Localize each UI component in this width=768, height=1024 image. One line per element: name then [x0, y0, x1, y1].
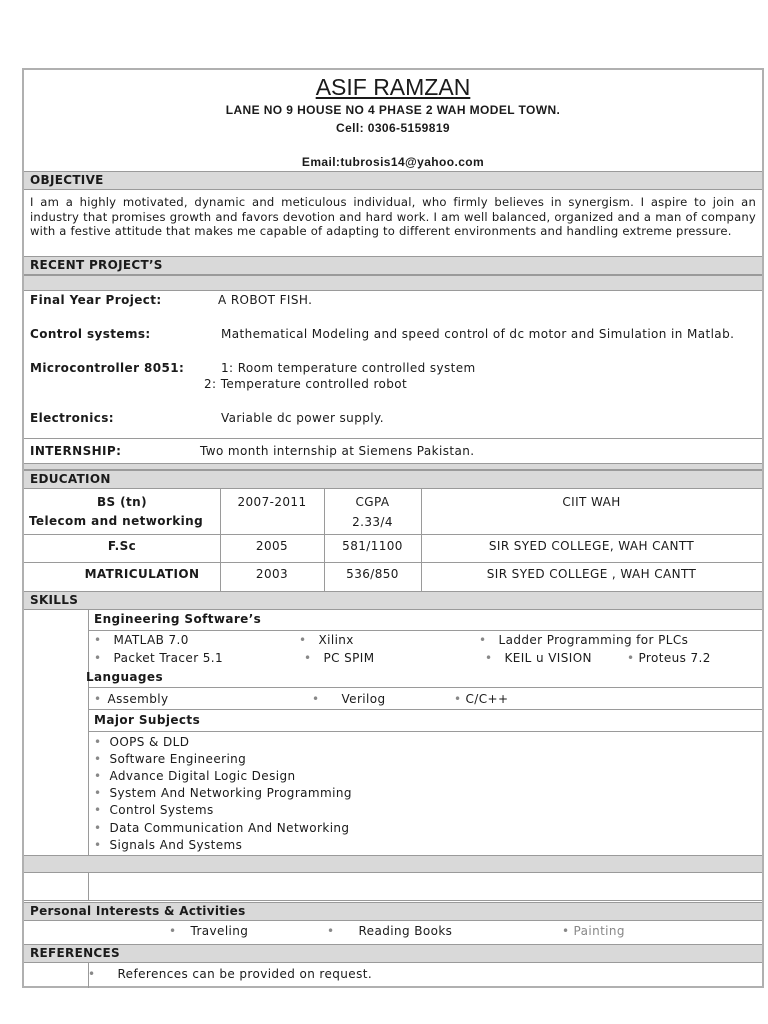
candidate-name: ASIF RAMZAN [315, 74, 471, 100]
edu-score: CGPA [355, 495, 390, 509]
edu-degree: Telecom and networking [28, 514, 204, 528]
edu-years: 2005 [255, 539, 289, 553]
divider [88, 687, 762, 688]
skill-item: • KEIL u VISION [485, 651, 592, 665]
internship-label: INTERNSHIP: [30, 444, 122, 458]
skill-item: • Xilinx [299, 633, 354, 647]
project-value: A ROBOT FISH. [218, 293, 313, 307]
skill-item: • Proteus 7.2 [627, 651, 711, 665]
languages-subheading: Languages [86, 670, 163, 684]
internship-value: Two month internship at Siemens Pakistan. [200, 444, 475, 458]
interests-heading: Personal Interests & Activities [24, 902, 762, 921]
edu-years: 2007-2011 [237, 495, 307, 509]
subject-item: • Signals And Systems [94, 838, 243, 852]
edu-degree: F.Sc [107, 539, 137, 553]
education-heading: EDUCATION [24, 470, 762, 489]
project-value: Mathematical Modeling and speed control of dc motor and Simulation in Matlab. [221, 327, 735, 341]
project-label: Final Year Project: [30, 293, 162, 307]
skill-item: • Packet Tracer 5.1 [94, 651, 224, 665]
subject-item: • Data Communication And Networking [94, 821, 350, 835]
objective-text: I am a highly motivated, dynamic and meticulous individual, who firmly believes in synergism. I aspire to join an industry that promises growth and favors devotion and hard work. I am well balanced, organized and a man of company with a festive attitude that makes me capable of adapting to different environments and handling extreme pressure. [30, 195, 756, 239]
edu-institute: CIIT WAH [562, 495, 621, 509]
address: LANE NO 9 HOUSE NO 4 PHASE 2 WAH MODEL TOWN. [225, 103, 561, 117]
resume-document [22, 68, 764, 988]
edu-score: 2.33/4 [352, 515, 393, 529]
subject-item: • OOPS & DLD [94, 735, 190, 749]
subject-item: • Software Engineering [94, 752, 247, 766]
skill-item: • Ladder Programming for PLCs [479, 633, 689, 647]
language-item: • C/C++ [454, 692, 509, 706]
project-label: Microcontroller 8051: [30, 361, 185, 375]
subject-item: • Control Systems [94, 803, 214, 817]
education-row-divider [24, 562, 762, 563]
skills-spacer-band [24, 855, 762, 873]
subject-item: • Advance Digital Logic Design [94, 769, 296, 783]
divider [24, 438, 762, 439]
skill-item: • PC SPIM [304, 651, 375, 665]
projects-spacer-band [24, 275, 762, 291]
objective-heading: OBJECTIVE [24, 171, 762, 190]
edu-institute: SIR SYED COLLEGE, WAH CANTT [488, 539, 695, 553]
software-subheading: Engineering Software’s [94, 612, 262, 626]
project-value: 1: Room temperature controlled system [221, 361, 476, 375]
references-text: • References can be provided on request. [88, 967, 373, 981]
cell-number: Cell: 0306-5159819 [336, 121, 450, 135]
language-item: • Verilog [312, 692, 386, 706]
edu-degree: BS (tn) [96, 495, 147, 509]
divider [88, 709, 762, 710]
education-row-divider [24, 534, 762, 535]
divider [24, 900, 762, 901]
interest-item: • Traveling [169, 924, 249, 938]
skills-heading: SKILLS [24, 591, 762, 610]
edu-years: 2003 [255, 567, 289, 581]
divider [88, 731, 762, 732]
subject-item: • System And Networking Programming [94, 786, 352, 800]
divider [88, 630, 762, 631]
edu-degree: MATRICULATION [84, 567, 200, 581]
email: Email:tubrosis14@yahoo.com [301, 155, 485, 169]
interest-item: • Reading Books [327, 924, 453, 938]
edu-score: 581/1100 [342, 539, 403, 553]
education-spacer-band [24, 463, 762, 470]
language-item: • Assembly [94, 692, 169, 706]
edu-score: 536/850 [346, 567, 399, 581]
projects-heading: RECENT PROJECT’S [24, 256, 762, 275]
skill-item: • MATLAB 7.0 [94, 633, 189, 647]
project-value: 2: Temperature controlled robot [204, 377, 408, 391]
project-label: Control systems: [30, 327, 151, 341]
interest-item: • Painting [562, 924, 625, 938]
subjects-subheading: Major Subjects [94, 713, 201, 727]
project-label: Electronics: [30, 411, 114, 425]
references-heading: REFERENCES [24, 944, 762, 963]
project-value: Variable dc power supply. [221, 411, 384, 425]
edu-institute: SIR SYED COLLEGE , WAH CANTT [486, 567, 697, 581]
